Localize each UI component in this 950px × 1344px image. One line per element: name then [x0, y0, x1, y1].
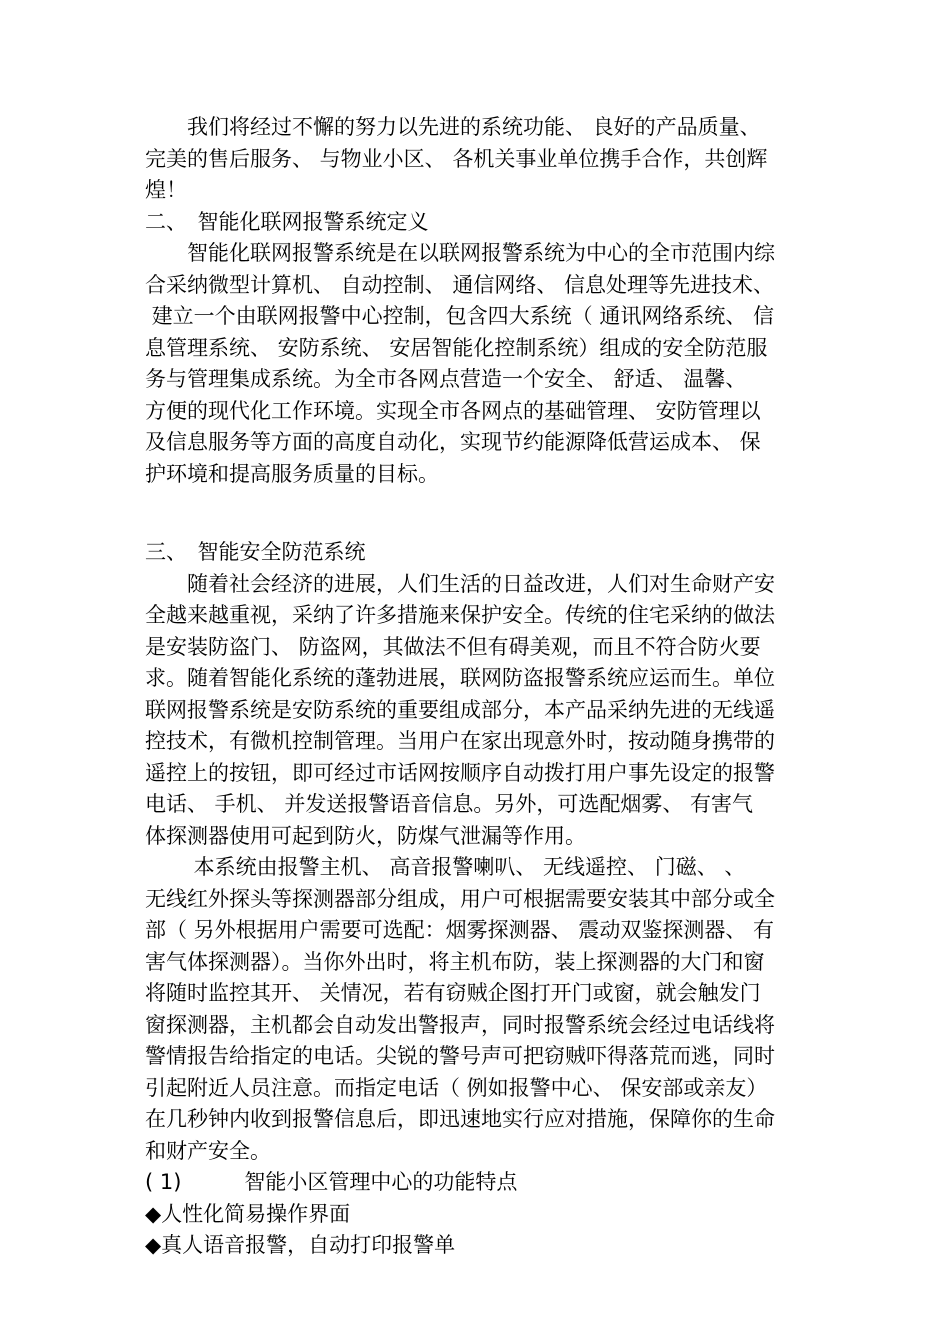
document-body — [145, 112, 855, 1262]
text-line: 在几秒钟内收到报警信息后，即迅速地实行应对措施，保障你的生命 — [145, 1107, 775, 1131]
intro-paragraph — [145, 112, 855, 207]
text-line: 随着社会经济的进展，人们生活的日益改进，人们对生命财产安 — [145, 571, 775, 596]
section-3-heading: 三、 智能安全防范系统 — [145, 540, 366, 564]
text-line: 害气体探测器）。当你外出时，将主机布防，装上探测器的大门和窗 — [145, 949, 765, 974]
text-line: 完美的售后服务、 与物业小区、 各机关事业单位携手合作，共创辉 — [145, 146, 768, 171]
text-line: 智能化联网报警系统是在以联网报警系统为中心的全市范围内综 — [145, 241, 775, 265]
text-line: 体探测器使用可起到防火，防煤气泄漏等作用。 — [145, 823, 586, 848]
text-line: 本系统由报警主机、 高音报警喇叭、 无线遥控、 门磁、 、 — [145, 855, 746, 879]
text-line: 遥控上的按钮，即可经过市话网按顺序自动拨打用户事先设定的报警 — [145, 760, 775, 785]
text-line: 煌！ — [145, 178, 187, 202]
feature-list — [145, 1199, 855, 1262]
section-3-paragraph-1 — [145, 569, 855, 853]
text-line: 窗探测器，主机都会自动发出警报声，同时报警系统会经过电话线将 — [145, 1012, 775, 1037]
text-line: 息管理系统、 安防系统、 安居智能化控制系统）组成的安全防范服 — [145, 335, 768, 360]
text-line: 全越来越重视，采纳了许多措施来保护安全。传统的住宅采纳的做法 — [145, 603, 775, 627]
text-line: 引起附近人员注意。而指定电话（ 例如报警中心、 保安部或亲友） — [145, 1075, 768, 1100]
text-line: 控技术，有微机控制管理。当用户在家出现意外时，按动随身携带的 — [145, 729, 775, 753]
text-line: 我们将经过不懈的努力以先进的系统功能、 良好的产品质量、 — [145, 115, 761, 139]
text-line: 合采纳微型计算机、 自动控制、 通信网络、 信息处理等先进技术、 — [145, 272, 775, 297]
subsection-heading: ( 1) 智能小区管理中心的功能特点 — [145, 1170, 518, 1194]
section-2-paragraph — [145, 238, 855, 490]
text-line: 部（ 另外根据用户需要可选配：烟雾探测器、 震动双鉴探测器、 有 — [145, 918, 775, 942]
text-line: 是安装防盗门、 防盗网，其做法不但有碍美观，而且不符合防火要 — [145, 634, 761, 659]
text-line: 无线红外探头等探测器部分组成，用户可根据需要安装其中部分或全 — [145, 886, 775, 911]
text-line: 警情报告给指定的电话。尖锐的警号声可把窃贼吓得落荒而逃，同时 — [145, 1044, 775, 1068]
text-line: 将随时监控其开、 关情况，若有窃贼企图打开门或窗，就会触发门 — [145, 981, 761, 1005]
section-3-paragraph-2 — [145, 852, 855, 1167]
text-line: 及信息服务等方面的高度自动化，实现节约能源降低营运成本、 保 — [145, 430, 761, 454]
text-line: 电话、 手机、 并发送报警语音信息。另外，可选配烟雾、 有害气 — [145, 792, 754, 816]
section-2-heading: 二、 智能化联网报警系统定义 — [145, 209, 429, 234]
text-line: 建立一个由联网报警中心控制，包含四大系统（ 通讯网络系统、 信 — [145, 304, 775, 328]
list-item: ◆人性化简易操作界面 — [145, 1201, 351, 1226]
text-line: 务与管理集成系统。为全市各网点营造一个安全、 舒适、 温馨、 — [145, 367, 747, 391]
blank-line — [145, 490, 855, 537]
text-line: 方便的现代化工作环境。实现全市各网点的基础管理、 安防管理以 — [145, 398, 761, 423]
text-line: 和财产安全。 — [145, 1138, 271, 1163]
text-line: 护环境和提高服务质量的目标。 — [145, 461, 439, 486]
text-line: 求。随着智能化系统的蓬勃进展，联网防盗报警系统应运而生。单位 — [145, 666, 775, 690]
text-line: 联网报警系统是安防系统的重要组成部分，本产品采纳先进的无线遥 — [145, 697, 775, 722]
list-item: ◆真人语音报警，自动打印报警单 — [145, 1233, 456, 1257]
